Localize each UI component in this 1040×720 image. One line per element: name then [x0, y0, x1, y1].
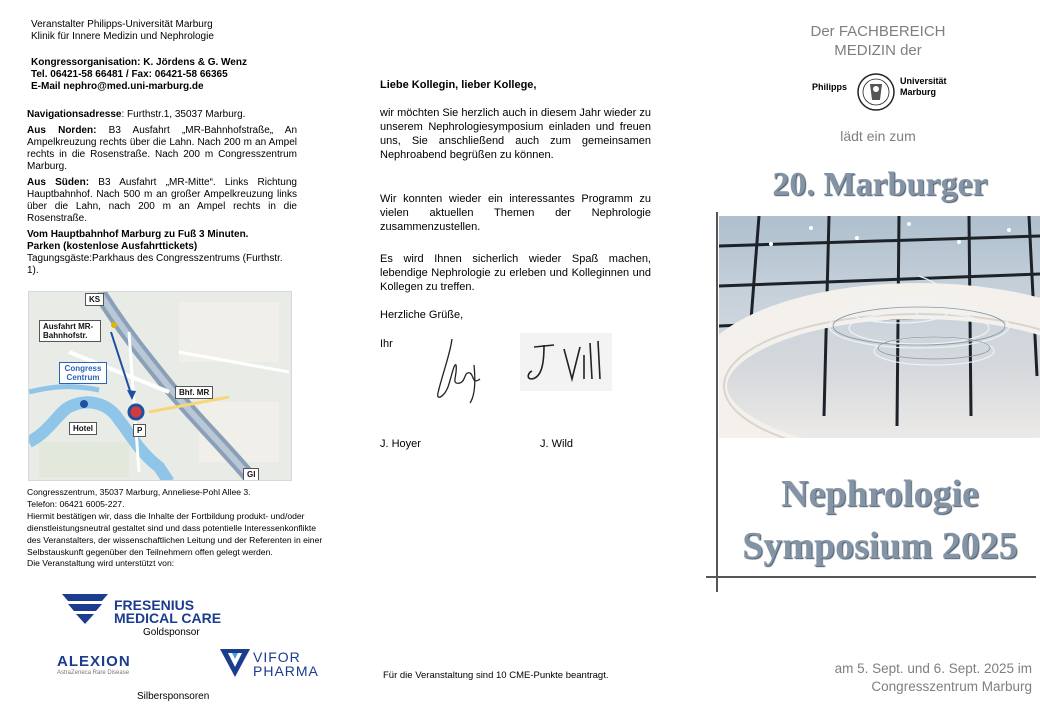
vertical-divider — [716, 212, 718, 592]
support-text: Die Veranstaltung wird unterstützt von: — [27, 558, 175, 569]
title-line-1: 20. Marburger — [772, 166, 988, 203]
nav-label: Navigationsadresse — [27, 109, 122, 120]
alexion-text: ALEXION — [57, 653, 131, 670]
faculty-text — [778, 22, 978, 60]
letter-closing: Herzliche Grüße, — [380, 309, 464, 321]
faculty-line-2: MEDIZIN der — [834, 42, 922, 59]
letter-paragraph-1: wir möchten Sie herzlich auch in diesem Jahr wieder zu unserem Nephrologiesymposium einladen und freuen uns, Sie anschließend auch zum gemeinsamen Nephroabend begrüßen zu können. — [380, 107, 651, 161]
venue-photo-graphic — [719, 216, 1040, 438]
parking-text: Parken (kostenlose Ausfahrttickets) — [27, 241, 198, 252]
venue-address: Congresszentrum, 35037 Marburg, Anneliese-Pohl Allee 3. — [27, 487, 251, 497]
map-label-ks: KS — [85, 293, 104, 306]
letter-ihr: Ihr — [380, 338, 393, 350]
contact-block — [31, 57, 247, 93]
horizontal-divider — [706, 576, 1036, 578]
guests-text: Tagungsgäste:Parkhaus des Congresszentrums (Furthstr. 1). — [27, 253, 283, 276]
letter-greeting: Liebe Kollegin, lieber Kollege, — [380, 79, 537, 91]
organizer-block — [31, 19, 214, 43]
university-logo — [812, 71, 952, 117]
alexion-subtext: AstraZeneca Rare Disease — [57, 670, 130, 676]
cme-note: Für die Veranstaltung sind 10 CME-Punkte beantragt. — [383, 670, 609, 681]
vifor-text-1: VIFOR — [253, 649, 301, 665]
uni-logo-right-1: Universität — [900, 76, 947, 86]
signer-name-1: J. Hoyer — [380, 438, 421, 450]
contact-tel: Tel. 06421-58 66481 / Fax: 06421-58 66365 — [31, 69, 228, 80]
map-label-parking: P — [133, 424, 146, 437]
organizer-line-1: Veranstalter Philipps-Universität Marburg — [31, 19, 213, 30]
uni-logo-right-2: Marburg — [900, 87, 936, 97]
fresenius-text-1: FRESENIUS — [114, 597, 195, 613]
footer-left — [27, 487, 332, 570]
letter-paragraph-2: Wir konnten wieder ein interessantes Programm zu vielen aktuellen Themen der Nephrologie zusammenzustellen. — [380, 193, 651, 233]
date-block — [835, 660, 1032, 696]
title-line-2: Nephrologie — [781, 473, 979, 515]
uni-logo-right — [900, 76, 947, 98]
map-label-hotel: Hotel — [69, 422, 97, 435]
location-map — [28, 291, 292, 481]
map-label-exit: Ausfahrt MR-Bahnhofstr. — [39, 320, 101, 342]
uni-logo-left: Philipps — [812, 82, 848, 92]
south-label: Aus Süden: — [27, 177, 90, 188]
map-label-gi: GI — [243, 468, 259, 481]
map-label-congress: Congress Centrum — [59, 362, 107, 384]
gold-sponsor-label: Goldsponsor — [143, 627, 200, 638]
disclaimer: Hiermit bestätigen wir, dass die Inhalte der Fortbildung produkt- und/oder dienstleistungsneutral gestaltet sind und dass potentielle Interessenkonflikte des Veranstalters, der wissenschaftlichen Leitung und der Referenten in einer Selbstauskunft gegenüber den Teilnehmern offen gelegt werden. — [27, 510, 323, 557]
signature-wild-box — [520, 333, 612, 391]
vifor-text-2: PHARMA — [253, 663, 319, 679]
contact-email[interactable]: E-Mail nephro@med.uni-marburg.de — [31, 81, 204, 92]
walk-text: Vom Hauptbahnhof Marburg zu Fuß 3 Minuten. — [27, 229, 249, 240]
silver-sponsor-label: Silbersponsoren — [137, 691, 210, 702]
letter-paragraph-3: Es wird Ihnen sicherlich wieder Spaß machen, lebendige Nephrologie zu erleben und Kolleginnen und Kollegen zu treffen. — [380, 253, 651, 293]
event-venue: Congresszentrum Marburg — [871, 679, 1032, 694]
north-label: Aus Norden: — [27, 125, 97, 136]
nav-value: : Furthstr.1, 35037 Marburg. — [121, 109, 246, 120]
title-line-3: Symposium 2025 — [742, 525, 1018, 567]
event-date: am 5. Sept. und 6. Sept. 2025 im — [834, 661, 1032, 676]
signature-wild — [520, 333, 612, 391]
venue-phone: Telefon: 06421 6005-227. — [27, 498, 125, 509]
venue-photo — [719, 216, 1040, 438]
alexion-logo — [57, 653, 131, 676]
organizer-line-2: Klinik für Innere Medizin und Nephrologie — [31, 31, 214, 42]
directions-block — [27, 109, 297, 277]
signer-name-2: J. Wild — [540, 438, 573, 450]
contact-org: Kongressorganisation: K. Jördens & G. Wenz — [31, 57, 247, 68]
vifor-mark-icon — [220, 649, 250, 677]
vifor-logo — [220, 649, 330, 679]
faculty-line-1: Der FACHBEREICH — [810, 23, 946, 40]
invite-text: lädt ein zum — [840, 128, 916, 144]
south-text: B3 Ausfahrt „MR-Mitte“. Links Richtung Hauptbahnhof. Nach 500 m an großer Ampelkreuzung links über die Lahn, nach 200 m an Ampel rechts in die Rosenstraße. — [27, 177, 297, 224]
fresenius-mark-icon — [62, 594, 108, 624]
map-label-bhf: Bhf. MR — [175, 386, 213, 399]
fresenius-text-2: MEDICAL CARE — [114, 610, 222, 626]
university-seal-icon — [856, 72, 896, 112]
north-text: B3 Ausfahrt „MR-Bahnhofstraße„ An Ampelkreuzung rechts über die Lahn. Nach 200 m an Ampel rechts in die Rosenstraße. Nach 200 m Congresszentrum Marburg. — [27, 125, 298, 172]
signature-hoyer — [430, 335, 492, 407]
